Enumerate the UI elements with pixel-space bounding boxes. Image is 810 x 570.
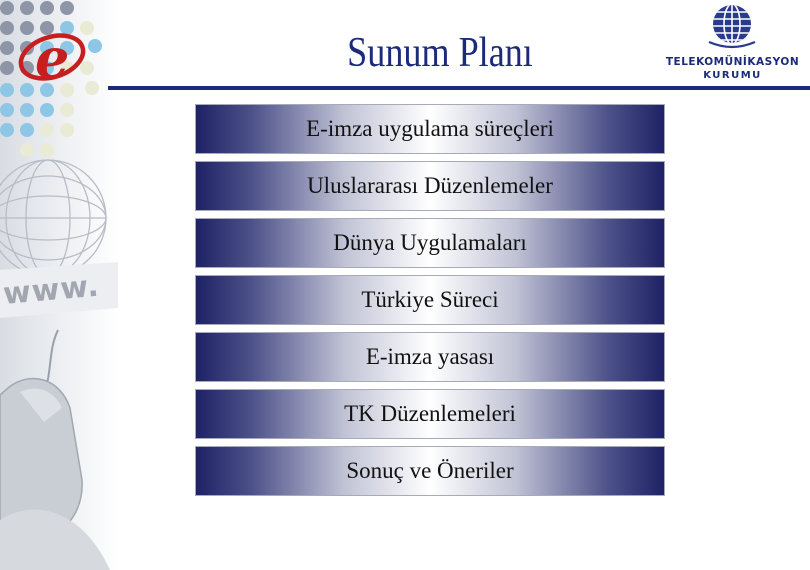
logo-line-1: TELEKOMÜNİKASYON: [665, 56, 800, 68]
e-logo-letter: e: [35, 26, 70, 88]
agenda-item-uluslararasi-duzenlemeler[interactable]: Uluslararası Düzenlemeler: [195, 161, 665, 211]
agenda-list: [195, 104, 665, 503]
mouse-graphic: [0, 378, 110, 570]
agenda-item-turkiye-sureci[interactable]: Türkiye Süreci: [195, 275, 665, 325]
agenda-item-e-imza-yasasi[interactable]: E-imza yasası: [195, 332, 665, 382]
e-logo: [16, 26, 88, 93]
globe-wireframe: [0, 160, 106, 276]
e-logo-icon: [16, 26, 88, 88]
www-band: [0, 262, 118, 318]
agenda-item-tk-duzenlemeleri[interactable]: TK Düzenlemeleri: [195, 389, 665, 439]
agenda-item-dunya-uygulamalari[interactable]: Dünya Uygulamaları: [195, 218, 665, 268]
agenda-item-e-imza-surecleri[interactable]: E-imza uygulama süreçleri: [195, 104, 665, 154]
globe-icon: [707, 2, 757, 52]
www-text: www.: [1, 268, 101, 312]
agenda-item-sonuc-ve-oneriler[interactable]: Sonuç ve Öneriler: [195, 446, 665, 496]
page-title: Sunum Planı: [347, 30, 533, 76]
tk-logo: [655, 2, 810, 86]
header-rule: [108, 86, 810, 90]
logo-line-2: KURUMU: [703, 70, 762, 81]
